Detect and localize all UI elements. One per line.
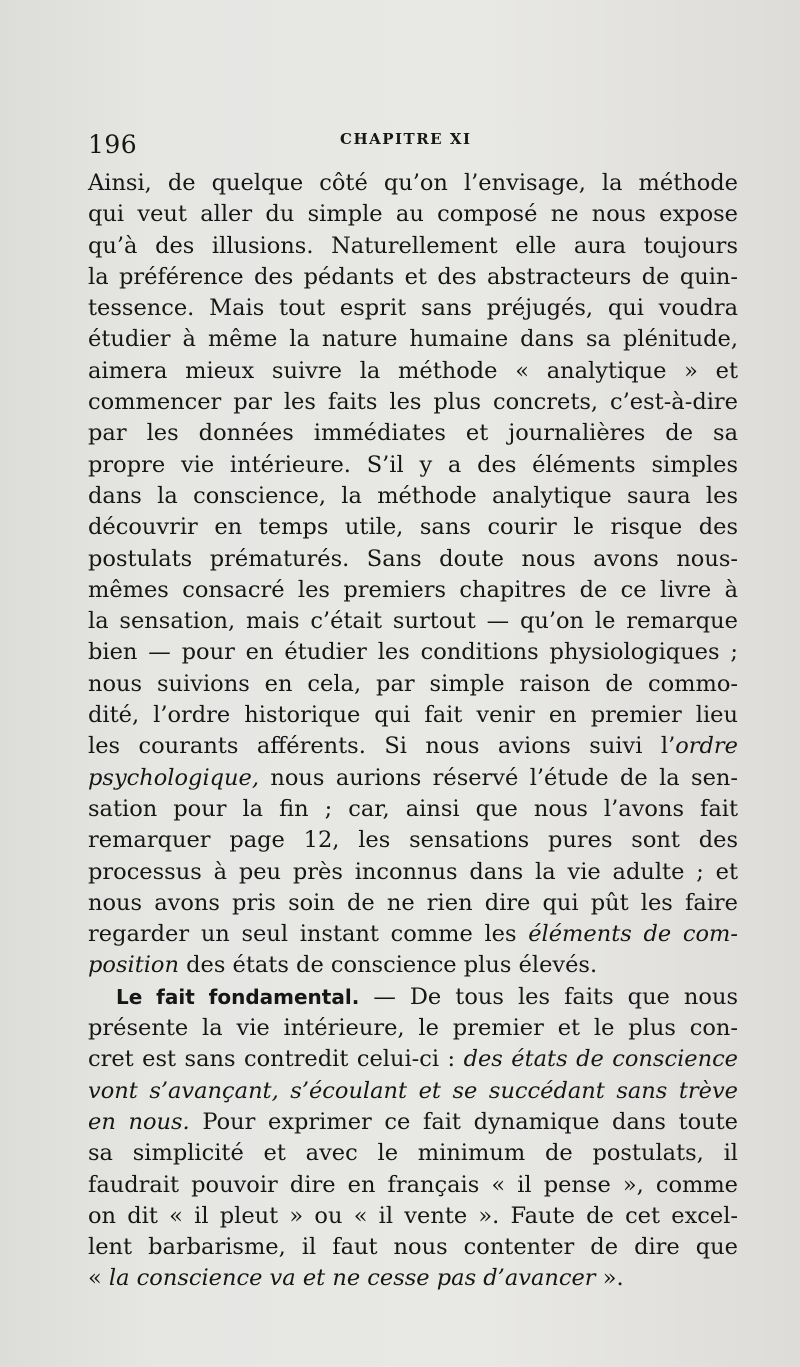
text-line: présente la vie intérieure, le premier et le plus con- (88, 1015, 738, 1042)
italic-run: vont s’avançant, s’écoulant et se succédant sans trève (88, 1077, 738, 1104)
text-run: nous aurions réservé l’étude de la sen- (259, 764, 738, 791)
text-run: cret est sans contredit celui-ci : (88, 1046, 464, 1073)
text-run: les courants afférents. Si nous avions suivi l’ (88, 733, 676, 760)
text-line: on dit « il pleut » ou « il vente ». Faute de cet excel- (88, 1202, 738, 1229)
running-head: CHAPITRE XI (340, 130, 472, 148)
text-line: propre vie intérieure. S’il y a des éléments simples (88, 451, 738, 478)
italic-run: en nous. (88, 1108, 190, 1135)
text-line: faudrait pouvoir dire en français « il pense », comme (88, 1171, 738, 1198)
text-line (88, 950, 738, 981)
text-run: regarder un seul instant comme les (88, 921, 529, 948)
page-header (88, 128, 748, 162)
italic-run: psychologique, (88, 764, 260, 791)
text-run: Pour exprimer ce fait dynamique dans toute (189, 1108, 738, 1135)
text-line: la préférence des pédants et des abstracteurs de quin- (88, 263, 738, 290)
text-line: nous suivions en cela, par simple raison de commo- (88, 670, 738, 697)
text-line: processus à peu près inconnus dans la vie adulte ; et (88, 858, 738, 885)
text-run: ». (595, 1265, 624, 1292)
text-line: découvrir en temps utile, sans courir le risque des (88, 514, 738, 541)
text-run: « (88, 1265, 109, 1292)
page-number: 196 (88, 130, 138, 159)
text-line: sa simplicité et avec le minimum de postulats, il (88, 1140, 738, 1167)
text-line: bien — pour en étudier les conditions physiologiques ; (88, 639, 738, 666)
text-run: des états de conscience plus élevés. (178, 952, 598, 979)
text-line (88, 982, 738, 1013)
italic-run: la conscience va et ne cesse pas d’avancer (108, 1265, 596, 1292)
italic-run: position (88, 952, 179, 979)
text-line: nous avons pris soin de ne rien dire qui pût les faire (88, 889, 738, 916)
text-line: dans la conscience, la méthode analytique saura les (88, 482, 738, 509)
text-line (88, 731, 738, 762)
text-line: commencer par les faits les plus concrets, c’est-à-dire (88, 389, 738, 416)
text-line (88, 1263, 738, 1294)
text-line (88, 919, 738, 950)
text-run: — De tous les faits que nous (359, 983, 738, 1010)
italic-run: ordre (675, 733, 738, 760)
body-text (88, 168, 738, 1295)
text-line: étudier à même la nature humaine dans sa plénitude, (88, 326, 738, 353)
section-heading: Le fait fondamental. (116, 984, 360, 1009)
text-line: remarquer page 12, les sensations pures sont des (88, 827, 738, 854)
italic-run: éléments de com- (528, 921, 738, 948)
text-line: qu’à des illusions. Naturellement elle aura toujours (88, 232, 738, 259)
text-line: aimera mieux suivre la méthode « analytique » et (88, 357, 738, 384)
text-line (88, 763, 738, 794)
text-line: Ainsi, de quelque côté qu’on l’envisage, la méthode (88, 170, 738, 196)
text-line (88, 1076, 738, 1107)
italic-run: des états de conscience (463, 1046, 738, 1073)
text-line: dité, l’ordre historique qui fait venir en premier lieu (88, 702, 738, 729)
text-line: lent barbarisme, il faut nous contenter de dire que (88, 1234, 738, 1261)
text-line (88, 1107, 738, 1138)
text-line: postulats prématurés. Sans doute nous avons nous- (88, 545, 738, 572)
text-line: sation pour la fin ; car, ainsi que nous l’avons fait (88, 795, 738, 822)
text-line (88, 1044, 738, 1075)
text-line: tessence. Mais tout esprit sans préjugés, qui voudra (88, 295, 738, 322)
text-line: par les données immédiates et journalières de sa (88, 420, 738, 447)
text-line: mêmes consacré les premiers chapitres de ce livre à (88, 576, 738, 603)
text-line: la sensation, mais c’était surtout — qu’on le remarque (88, 608, 738, 635)
text-line: qui veut aller du simple au composé ne nous expose (88, 201, 738, 228)
